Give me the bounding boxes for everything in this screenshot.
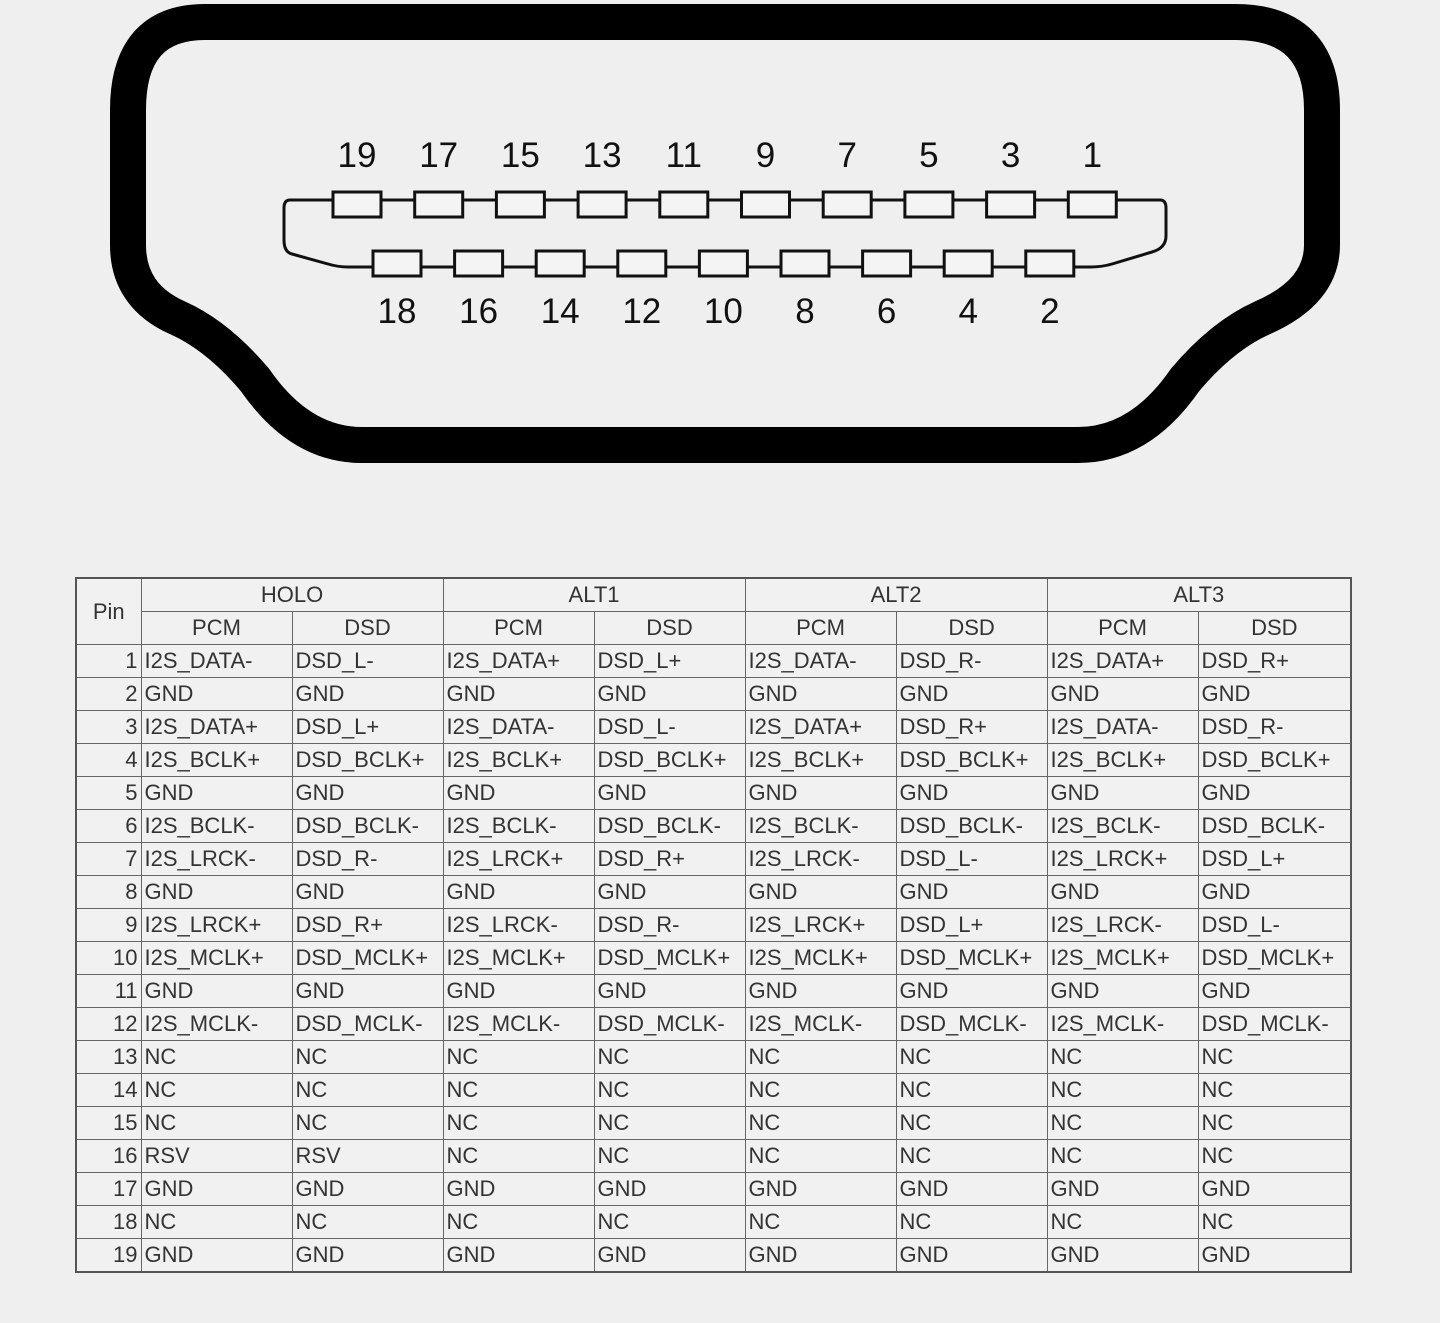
pin-number-cell: 5 bbox=[76, 777, 141, 810]
bottom-pin-row bbox=[373, 251, 1074, 331]
pin-number-label: 10 bbox=[703, 292, 743, 331]
pin-contact bbox=[578, 192, 626, 217]
signal-cell: NC bbox=[1047, 1074, 1198, 1107]
signal-cell: I2S_LRCK+ bbox=[141, 909, 292, 942]
pin-number-label: 16 bbox=[459, 292, 499, 331]
signal-cell: GND bbox=[896, 876, 1047, 909]
pin-contact bbox=[496, 192, 544, 217]
signal-cell: I2S_DATA- bbox=[443, 711, 594, 744]
header-group-row bbox=[76, 578, 1351, 612]
pin-number-label: 5 bbox=[919, 136, 939, 175]
pin-number-cell: 6 bbox=[76, 810, 141, 843]
pin-contact bbox=[373, 251, 421, 276]
signal-cell: DSD_MCLK- bbox=[292, 1008, 443, 1041]
subheader-pcm: PCM bbox=[1047, 612, 1198, 645]
signal-cell: NC bbox=[896, 1206, 1047, 1239]
signal-cell: GND bbox=[896, 777, 1047, 810]
signal-cell: GND bbox=[292, 876, 443, 909]
group-header-alt1: ALT1 bbox=[443, 578, 745, 612]
table-row bbox=[76, 810, 1351, 843]
signal-cell: NC bbox=[1047, 1041, 1198, 1074]
signal-cell: NC bbox=[443, 1206, 594, 1239]
table-row bbox=[76, 1008, 1351, 1041]
signal-cell: GND bbox=[594, 1239, 745, 1273]
table-row bbox=[76, 909, 1351, 942]
signal-cell: GND bbox=[896, 1173, 1047, 1206]
pin-number-label: 3 bbox=[1000, 136, 1021, 175]
signal-cell: NC bbox=[1047, 1206, 1198, 1239]
signal-cell: DSD_R- bbox=[594, 909, 745, 942]
signal-cell: GND bbox=[443, 975, 594, 1008]
signal-cell: GND bbox=[1047, 678, 1198, 711]
signal-cell: GND bbox=[141, 1173, 292, 1206]
signal-cell: NC bbox=[1047, 1107, 1198, 1140]
signal-cell: NC bbox=[292, 1074, 443, 1107]
signal-cell: I2S_MCLK+ bbox=[443, 942, 594, 975]
pin-number-cell: 4 bbox=[76, 744, 141, 777]
signal-cell: I2S_BCLK- bbox=[745, 810, 896, 843]
signal-cell: RSV bbox=[141, 1140, 292, 1173]
group-header-alt2: ALT2 bbox=[745, 578, 1047, 612]
table-row bbox=[76, 1206, 1351, 1239]
signal-cell: NC bbox=[594, 1041, 745, 1074]
pin-number-cell: 18 bbox=[76, 1206, 141, 1239]
signal-cell: I2S_BCLK+ bbox=[745, 744, 896, 777]
signal-cell: I2S_MCLK- bbox=[443, 1008, 594, 1041]
pin-contact bbox=[1068, 192, 1116, 217]
signal-cell: GND bbox=[745, 1173, 896, 1206]
subheader-dsd: DSD bbox=[1198, 612, 1351, 645]
signal-cell: NC bbox=[292, 1107, 443, 1140]
signal-cell: GND bbox=[1047, 1239, 1198, 1273]
pin-number-cell: 3 bbox=[76, 711, 141, 744]
signal-cell: GND bbox=[141, 876, 292, 909]
signal-cell: DSD_MCLK- bbox=[1198, 1008, 1351, 1041]
pin-number-cell: 13 bbox=[76, 1041, 141, 1074]
signal-cell: GND bbox=[292, 975, 443, 1008]
table-row bbox=[76, 744, 1351, 777]
signal-cell: GND bbox=[443, 678, 594, 711]
pin-number-label: 12 bbox=[622, 292, 662, 331]
signal-cell: NC bbox=[896, 1041, 1047, 1074]
signal-cell: I2S_BCLK+ bbox=[443, 744, 594, 777]
signal-cell: I2S_BCLK- bbox=[141, 810, 292, 843]
pin-number-cell: 7 bbox=[76, 843, 141, 876]
table-row bbox=[76, 678, 1351, 711]
signal-cell: NC bbox=[1198, 1107, 1351, 1140]
signal-cell: I2S_DATA- bbox=[745, 645, 896, 678]
subheader-pcm: PCM bbox=[745, 612, 896, 645]
table-row bbox=[76, 942, 1351, 975]
pin-number-cell: 16 bbox=[76, 1140, 141, 1173]
signal-cell: GND bbox=[745, 975, 896, 1008]
signal-cell: GND bbox=[141, 1239, 292, 1273]
signal-cell: I2S_DATA- bbox=[141, 645, 292, 678]
signal-cell: I2S_BCLK+ bbox=[141, 744, 292, 777]
signal-cell: GND bbox=[594, 876, 745, 909]
signal-cell: NC bbox=[141, 1074, 292, 1107]
subheader-dsd: DSD bbox=[292, 612, 443, 645]
signal-cell: I2S_LRCK+ bbox=[745, 909, 896, 942]
signal-cell: GND bbox=[443, 1173, 594, 1206]
pin-contact bbox=[1026, 251, 1074, 276]
signal-cell: DSD_BCLK- bbox=[594, 810, 745, 843]
signal-cell: I2S_LRCK+ bbox=[443, 843, 594, 876]
signal-cell: GND bbox=[292, 777, 443, 810]
signal-cell: DSD_BCLK+ bbox=[292, 744, 443, 777]
signal-cell: GND bbox=[1047, 975, 1198, 1008]
signal-cell: DSD_L- bbox=[896, 843, 1047, 876]
signal-cell: GND bbox=[594, 1173, 745, 1206]
pin-number-cell: 14 bbox=[76, 1074, 141, 1107]
signal-cell: DSD_MCLK+ bbox=[896, 942, 1047, 975]
signal-cell: I2S_DATA+ bbox=[443, 645, 594, 678]
table-row bbox=[76, 876, 1351, 909]
pin-number-label: 15 bbox=[500, 136, 540, 175]
signal-cell: NC bbox=[745, 1107, 896, 1140]
pin-number-label: 6 bbox=[876, 292, 897, 331]
signal-cell: GND bbox=[1047, 777, 1198, 810]
table-row bbox=[76, 711, 1351, 744]
subheader-pcm: PCM bbox=[443, 612, 594, 645]
signal-cell: NC bbox=[292, 1206, 443, 1239]
signal-cell: GND bbox=[443, 876, 594, 909]
top-pin-row bbox=[333, 136, 1116, 217]
signal-cell: GND bbox=[896, 1239, 1047, 1273]
signal-cell: GND bbox=[1198, 777, 1351, 810]
signal-cell: GND bbox=[141, 678, 292, 711]
group-header-holo: HOLO bbox=[141, 578, 443, 612]
signal-cell: DSD_MCLK- bbox=[594, 1008, 745, 1041]
pin-number-label: 14 bbox=[540, 292, 580, 331]
signal-cell: GND bbox=[443, 1239, 594, 1273]
pin-number-label: 19 bbox=[337, 136, 377, 175]
signal-cell: NC bbox=[1198, 1041, 1351, 1074]
signal-cell: NC bbox=[896, 1140, 1047, 1173]
pin-contact bbox=[863, 251, 911, 276]
signal-cell: I2S_BCLK- bbox=[1047, 810, 1198, 843]
pin-contact bbox=[905, 192, 953, 217]
signal-cell: GND bbox=[745, 678, 896, 711]
signal-cell: DSD_R- bbox=[292, 843, 443, 876]
signal-cell: GND bbox=[594, 678, 745, 711]
signal-cell: I2S_LRCK- bbox=[141, 843, 292, 876]
signal-cell: DSD_MCLK+ bbox=[292, 942, 443, 975]
signal-cell: NC bbox=[594, 1206, 745, 1239]
signal-cell: GND bbox=[896, 975, 1047, 1008]
signal-cell: NC bbox=[594, 1074, 745, 1107]
signal-cell: NC bbox=[1198, 1206, 1351, 1239]
pin-contact bbox=[699, 251, 747, 276]
signal-cell: GND bbox=[594, 777, 745, 810]
signal-cell: NC bbox=[745, 1206, 896, 1239]
pin-number-label: 13 bbox=[582, 136, 622, 175]
table-row bbox=[76, 1239, 1351, 1273]
signal-cell: GND bbox=[745, 777, 896, 810]
pin-contact bbox=[823, 192, 871, 217]
signal-cell: RSV bbox=[292, 1140, 443, 1173]
subheader-pcm: PCM bbox=[141, 612, 292, 645]
signal-cell: GND bbox=[896, 678, 1047, 711]
signal-cell: I2S_BCLK+ bbox=[1047, 744, 1198, 777]
signal-cell: NC bbox=[896, 1107, 1047, 1140]
pin-contact bbox=[944, 251, 992, 276]
pin-number-label: 8 bbox=[795, 292, 815, 331]
pin-number-label: 4 bbox=[958, 292, 978, 331]
signal-cell: DSD_L+ bbox=[896, 909, 1047, 942]
signal-cell: I2S_LRCK+ bbox=[1047, 843, 1198, 876]
signal-cell: DSD_R+ bbox=[1198, 645, 1351, 678]
pin-contact bbox=[660, 192, 708, 217]
pin-number-label: 18 bbox=[377, 292, 417, 331]
group-header-alt3: ALT3 bbox=[1047, 578, 1351, 612]
signal-cell: GND bbox=[1047, 1173, 1198, 1206]
table-row bbox=[76, 1041, 1351, 1074]
signal-cell: I2S_LRCK- bbox=[1047, 909, 1198, 942]
table-row bbox=[76, 1074, 1351, 1107]
pin-number-cell: 11 bbox=[76, 975, 141, 1008]
signal-cell: NC bbox=[1198, 1074, 1351, 1107]
signal-cell: NC bbox=[594, 1107, 745, 1140]
pin-contact bbox=[742, 192, 790, 217]
signal-cell: NC bbox=[745, 1140, 896, 1173]
signal-cell: NC bbox=[292, 1041, 443, 1074]
signal-cell: I2S_MCLK+ bbox=[1047, 942, 1198, 975]
pin-contact bbox=[987, 192, 1035, 217]
signal-cell: GND bbox=[745, 876, 896, 909]
signal-cell: GND bbox=[594, 975, 745, 1008]
signal-cell: NC bbox=[745, 1041, 896, 1074]
signal-cell: NC bbox=[141, 1041, 292, 1074]
signal-cell: DSD_L+ bbox=[1198, 843, 1351, 876]
pinout-table-body bbox=[76, 645, 1351, 1273]
signal-cell: NC bbox=[594, 1140, 745, 1173]
subheader-dsd: DSD bbox=[896, 612, 1047, 645]
signal-cell: DSD_MCLK- bbox=[896, 1008, 1047, 1041]
pin-contact bbox=[781, 251, 829, 276]
signal-cell: DSD_R- bbox=[896, 645, 1047, 678]
signal-cell: GND bbox=[745, 1239, 896, 1273]
signal-cell: GND bbox=[1198, 1239, 1351, 1273]
signal-cell: NC bbox=[896, 1074, 1047, 1107]
pin-number-cell: 17 bbox=[76, 1173, 141, 1206]
subheader-dsd: DSD bbox=[594, 612, 745, 645]
signal-cell: DSD_BCLK- bbox=[292, 810, 443, 843]
table-row bbox=[76, 1173, 1351, 1206]
signal-cell: DSD_BCLK+ bbox=[896, 744, 1047, 777]
signal-cell: DSD_R+ bbox=[896, 711, 1047, 744]
table-row bbox=[76, 843, 1351, 876]
signal-cell: NC bbox=[443, 1140, 594, 1173]
signal-cell: NC bbox=[141, 1107, 292, 1140]
signal-cell: GND bbox=[1198, 975, 1351, 1008]
pin-contact bbox=[333, 192, 381, 217]
signal-cell: I2S_DATA+ bbox=[1047, 645, 1198, 678]
signal-cell: DSD_L- bbox=[1198, 909, 1351, 942]
signal-cell: DSD_MCLK+ bbox=[594, 942, 745, 975]
signal-cell: NC bbox=[443, 1107, 594, 1140]
pin-number-label: 1 bbox=[1082, 136, 1103, 175]
pin-number-cell: 9 bbox=[76, 909, 141, 942]
pin-number-label: 11 bbox=[665, 136, 702, 175]
pin-number-cell: 12 bbox=[76, 1008, 141, 1041]
table-row bbox=[76, 1107, 1351, 1140]
signal-cell: I2S_DATA- bbox=[1047, 711, 1198, 744]
signal-cell: NC bbox=[1047, 1140, 1198, 1173]
signal-cell: I2S_MCLK- bbox=[745, 1008, 896, 1041]
connector-outline bbox=[128, 22, 1322, 445]
signal-cell: GND bbox=[1198, 1173, 1351, 1206]
signal-cell: DSD_L+ bbox=[292, 711, 443, 744]
pinout-table bbox=[75, 577, 1352, 1273]
signal-cell: GND bbox=[292, 1239, 443, 1273]
signal-cell: GND bbox=[292, 678, 443, 711]
signal-cell: DSD_BCLK- bbox=[1198, 810, 1351, 843]
pin-number-cell: 19 bbox=[76, 1239, 141, 1273]
hdmi-connector-diagram bbox=[0, 0, 1440, 500]
signal-cell: I2S_MCLK- bbox=[141, 1008, 292, 1041]
signal-cell: DSD_MCLK+ bbox=[1198, 942, 1351, 975]
signal-cell: DSD_BCLK- bbox=[896, 810, 1047, 843]
pin-column-header: Pin bbox=[76, 578, 141, 645]
pin-number-cell: 15 bbox=[76, 1107, 141, 1140]
signal-cell: DSD_BCLK+ bbox=[1198, 744, 1351, 777]
pin-number-label: 7 bbox=[837, 136, 857, 175]
signal-cell: I2S_MCLK+ bbox=[745, 942, 896, 975]
signal-cell: DSD_R+ bbox=[594, 843, 745, 876]
table-row bbox=[76, 777, 1351, 810]
signal-cell: DSD_L- bbox=[292, 645, 443, 678]
pin-contact bbox=[455, 251, 503, 276]
signal-cell: NC bbox=[141, 1206, 292, 1239]
signal-cell: NC bbox=[745, 1074, 896, 1107]
signal-cell: GND bbox=[443, 777, 594, 810]
pin-number-cell: 8 bbox=[76, 876, 141, 909]
pin-contact bbox=[536, 251, 584, 276]
pin-number-label: 2 bbox=[1040, 292, 1060, 331]
pin-number-cell: 2 bbox=[76, 678, 141, 711]
signal-cell: NC bbox=[443, 1041, 594, 1074]
signal-cell: I2S_DATA+ bbox=[745, 711, 896, 744]
signal-cell: GND bbox=[141, 975, 292, 1008]
signal-cell: DSD_L- bbox=[594, 711, 745, 744]
signal-cell: GND bbox=[1047, 876, 1198, 909]
signal-cell: NC bbox=[443, 1074, 594, 1107]
signal-cell: GND bbox=[141, 777, 292, 810]
signal-cell: NC bbox=[1198, 1140, 1351, 1173]
table-row bbox=[76, 975, 1351, 1008]
header-sub-row bbox=[76, 612, 1351, 645]
signal-cell: GND bbox=[1198, 876, 1351, 909]
signal-cell: GND bbox=[1198, 678, 1351, 711]
signal-cell: DSD_R- bbox=[1198, 711, 1351, 744]
signal-cell: DSD_R+ bbox=[292, 909, 443, 942]
pin-number-label: 9 bbox=[755, 136, 776, 175]
signal-cell: GND bbox=[292, 1173, 443, 1206]
pin-number-cell: 10 bbox=[76, 942, 141, 975]
pin-contact bbox=[415, 192, 463, 217]
table-row bbox=[76, 645, 1351, 678]
signal-cell: DSD_L+ bbox=[594, 645, 745, 678]
signal-cell: I2S_MCLK+ bbox=[141, 942, 292, 975]
signal-cell: DSD_BCLK+ bbox=[594, 744, 745, 777]
signal-cell: I2S_LRCK- bbox=[443, 909, 594, 942]
pin-number-cell: 1 bbox=[76, 645, 141, 678]
table-row bbox=[76, 1140, 1351, 1173]
pin-contact bbox=[618, 251, 666, 276]
pin-number-label: 17 bbox=[419, 136, 459, 175]
signal-cell: I2S_LRCK- bbox=[745, 843, 896, 876]
signal-cell: I2S_BCLK- bbox=[443, 810, 594, 843]
signal-cell: I2S_DATA+ bbox=[141, 711, 292, 744]
signal-cell: I2S_MCLK- bbox=[1047, 1008, 1198, 1041]
